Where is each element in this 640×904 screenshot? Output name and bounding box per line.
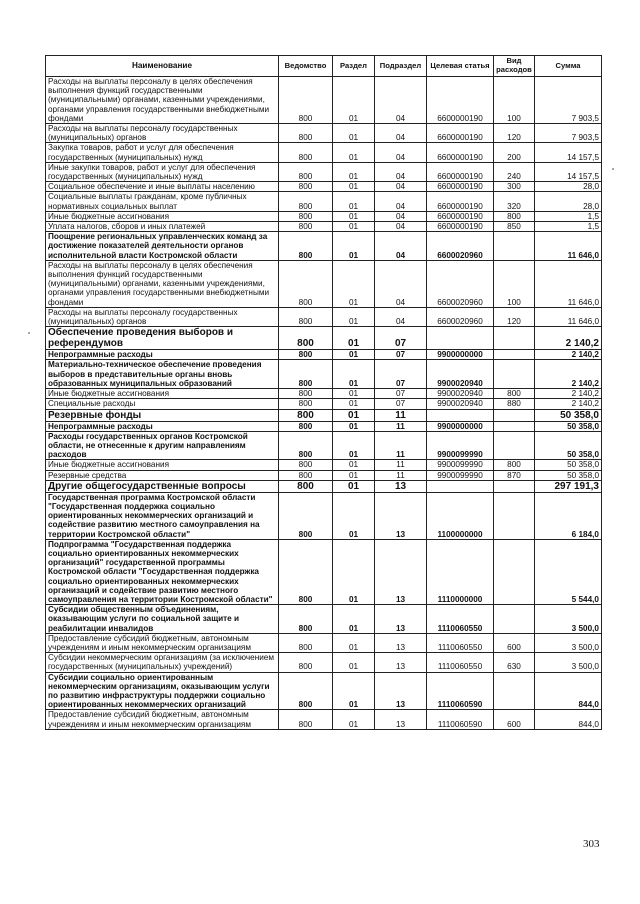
cell-amount: 5 544,0 — [535, 539, 602, 604]
cell-name: Социальные выплаты гражданам, кроме публичных нормативных социальных выплат — [46, 192, 279, 211]
cell-expense-kind: 870 — [494, 470, 535, 480]
cell-section: 01 — [333, 605, 375, 634]
cell-amount: 2 140,2 — [535, 350, 602, 360]
cell-expense-kind: 600 — [494, 633, 535, 652]
cell-department: 800 — [279, 399, 333, 409]
table-row — [46, 211, 602, 221]
cell-subsection: 04 — [375, 77, 427, 124]
header-row — [46, 56, 602, 77]
cell-expense-kind: 600 — [494, 710, 535, 729]
table-row — [46, 350, 602, 360]
cell-amount: 6 184,0 — [535, 492, 602, 539]
cell-name: Обеспечение проведения выборов и референдумов — [46, 327, 279, 350]
cell-target-article: 9900000000 — [427, 350, 494, 360]
cell-subsection: 13 — [375, 710, 427, 729]
cell-amount: 3 500,0 — [535, 633, 602, 652]
cell-amount: 11 646,0 — [535, 232, 602, 261]
cell-department: 800 — [279, 653, 333, 672]
cell-expense-kind: 300 — [494, 182, 535, 192]
cell-expense-kind — [494, 409, 535, 421]
cell-amount: 11 646,0 — [535, 260, 602, 307]
cell-department: 800 — [279, 327, 333, 350]
table-row — [46, 162, 602, 181]
header-amount: Сумма — [535, 56, 602, 77]
cell-amount: 2 140,2 — [535, 399, 602, 409]
cell-target-article: 6600000190 — [427, 124, 494, 143]
cell-target-article: 1110060550 — [427, 605, 494, 634]
table-row — [46, 143, 602, 162]
cell-name: Предоставление субсидий бюджетным, автономным учреждениям и иным некоммерческим организациям — [46, 633, 279, 652]
table-row — [46, 307, 602, 326]
cell-section: 01 — [333, 672, 375, 710]
cell-amount: 14 157,5 — [535, 143, 602, 162]
cell-expense-kind: 120 — [494, 307, 535, 326]
table-body — [46, 77, 602, 730]
cell-name: Специальные расходы — [46, 399, 279, 409]
cell-section: 01 — [333, 431, 375, 460]
cell-section: 01 — [333, 182, 375, 192]
cell-department: 800 — [279, 492, 333, 539]
cell-name: Иные бюджетные ассигнования — [46, 211, 279, 221]
cell-department: 800 — [279, 232, 333, 261]
cell-department: 800 — [279, 182, 333, 192]
cell-section: 01 — [333, 653, 375, 672]
cell-name: Субсидии некоммерческим организациям (за исключением государственных (муниципальных) учреждений) — [46, 653, 279, 672]
cell-section: 01 — [333, 710, 375, 729]
cell-expense-kind: 200 — [494, 143, 535, 162]
cell-department: 800 — [279, 480, 333, 492]
cell-expense-kind — [494, 480, 535, 492]
cell-name: Иные бюджетные ассигнования — [46, 389, 279, 399]
cell-department: 800 — [279, 307, 333, 326]
cell-amount: 2 140,2 — [535, 327, 602, 350]
cell-name: Резервные средства — [46, 470, 279, 480]
cell-name: Непрограммные расходы — [46, 421, 279, 431]
cell-expense-kind: 800 — [494, 460, 535, 470]
cell-subsection: 04 — [375, 211, 427, 221]
cell-amount: 844,0 — [535, 710, 602, 729]
cell-amount: 50 358,0 — [535, 460, 602, 470]
cell-amount: 3 500,0 — [535, 653, 602, 672]
cell-subsection: 07 — [375, 389, 427, 399]
cell-section: 01 — [333, 409, 375, 421]
table-row — [46, 470, 602, 480]
cell-target-article: 6600000190 — [427, 192, 494, 211]
cell-name: Подпрограмма "Государственная поддержка социально ориентированных некоммерческих организаций" государственной программы Костромской области "Государственная поддержка социально ориентированных некоммерческих организаций и содействие развитию местного самоуправления на территории Костромской области" — [46, 539, 279, 604]
table-row — [46, 327, 602, 350]
table-row — [46, 492, 602, 539]
cell-amount: 1,5 — [535, 211, 602, 221]
table-row — [46, 539, 602, 604]
cell-expense-kind: 100 — [494, 260, 535, 307]
cell-department: 800 — [279, 162, 333, 181]
cell-amount: 50 358,0 — [535, 431, 602, 460]
cell-target-article: 9900099990 — [427, 470, 494, 480]
cell-subsection: 04 — [375, 222, 427, 232]
cell-department: 800 — [279, 710, 333, 729]
cell-subsection: 04 — [375, 182, 427, 192]
cell-subsection: 11 — [375, 470, 427, 480]
cell-subsection: 04 — [375, 307, 427, 326]
cell-section: 01 — [333, 421, 375, 431]
cell-subsection: 04 — [375, 232, 427, 261]
cell-target-article — [427, 327, 494, 350]
cell-section: 01 — [333, 211, 375, 221]
cell-department: 800 — [279, 389, 333, 399]
cell-target-article — [427, 480, 494, 492]
header-department: Ведомство — [279, 56, 333, 77]
cell-amount: 7 903,5 — [535, 77, 602, 124]
cell-expense-kind: 120 — [494, 124, 535, 143]
cell-section: 01 — [333, 539, 375, 604]
table-row — [46, 409, 602, 421]
cell-subsection: 11 — [375, 421, 427, 431]
cell-name: Субсидии общественным объединениям, оказывающим услуги по социальной защите и реабилитации инвалидов — [46, 605, 279, 634]
cell-name: Государственная программа Костромской области "Государственная поддержка социально ориентированных некоммерческих организаций и содействие развитию местного самоуправления на территории Костромской области" — [46, 492, 279, 539]
table-row — [46, 77, 602, 124]
header-name: Наименование — [46, 56, 279, 77]
page-number: 303 — [583, 838, 600, 850]
cell-subsection: 13 — [375, 605, 427, 634]
cell-target-article: 1110060550 — [427, 633, 494, 652]
cell-amount: 14 157,5 — [535, 162, 602, 181]
cell-expense-kind — [494, 350, 535, 360]
cell-department: 800 — [279, 260, 333, 307]
cell-subsection: 11 — [375, 431, 427, 460]
cell-subsection: 07 — [375, 350, 427, 360]
table-row — [46, 124, 602, 143]
cell-target-article: 6600000190 — [427, 77, 494, 124]
cell-target-article: 1110060550 — [427, 653, 494, 672]
cell-department: 800 — [279, 350, 333, 360]
cell-target-article: 1110000000 — [427, 539, 494, 604]
table-row — [46, 672, 602, 710]
cell-name: Расходы на выплаты персоналу в целях обеспечения выполнения функций государственными (муниципальными) органами, казенными учреждениями, органами управления государственными внебюджетными фондами — [46, 260, 279, 307]
cell-name: Непрограммные расходы — [46, 350, 279, 360]
cell-section: 01 — [333, 389, 375, 399]
cell-amount: 7 903,5 — [535, 124, 602, 143]
cell-department: 800 — [279, 605, 333, 634]
scan-speck — [612, 168, 614, 170]
cell-section: 01 — [333, 222, 375, 232]
cell-subsection: 04 — [375, 143, 427, 162]
cell-subsection: 13 — [375, 480, 427, 492]
cell-expense-kind — [494, 232, 535, 261]
cell-expense-kind: 100 — [494, 77, 535, 124]
cell-name: Поощрение региональных управленческих команд за достижение показателей деятельности органов исполнительной власти Костромской области — [46, 232, 279, 261]
cell-section: 01 — [333, 633, 375, 652]
cell-subsection: 04 — [375, 162, 427, 181]
cell-target-article: 1100000000 — [427, 492, 494, 539]
cell-name: Закупка товаров, работ и услуг для обеспечения государственных (муниципальных) нужд — [46, 143, 279, 162]
cell-amount: 28,0 — [535, 192, 602, 211]
cell-expense-kind — [494, 605, 535, 634]
cell-subsection: 13 — [375, 672, 427, 710]
cell-target-article: 6600000190 — [427, 211, 494, 221]
cell-expense-kind — [494, 360, 535, 389]
header-expense-kind: Вид расходов — [494, 56, 535, 77]
header-subsection: Подраздел — [375, 56, 427, 77]
table-row — [46, 480, 602, 492]
cell-name: Иные бюджетные ассигнования — [46, 460, 279, 470]
cell-target-article: 1110060590 — [427, 710, 494, 729]
cell-target-article — [427, 409, 494, 421]
table-row — [46, 460, 602, 470]
cell-section: 01 — [333, 327, 375, 350]
cell-target-article: 6600020960 — [427, 232, 494, 261]
cell-subsection: 04 — [375, 124, 427, 143]
cell-section: 01 — [333, 360, 375, 389]
table-row — [46, 653, 602, 672]
cell-amount: 50 358,0 — [535, 470, 602, 480]
cell-amount: 2 140,2 — [535, 389, 602, 399]
cell-department: 800 — [279, 470, 333, 480]
table-row — [46, 399, 602, 409]
cell-department: 800 — [279, 431, 333, 460]
cell-expense-kind: 630 — [494, 653, 535, 672]
table-row — [46, 360, 602, 389]
table-header — [46, 56, 602, 77]
cell-name: Другие общегосударственные вопросы — [46, 480, 279, 492]
cell-target-article: 6600020960 — [427, 307, 494, 326]
cell-subsection: 13 — [375, 492, 427, 539]
cell-target-article: 9900099990 — [427, 431, 494, 460]
cell-name: Материально-техническое обеспечение проведения выборов в представительные органы вновь образованных муниципальных образований — [46, 360, 279, 389]
cell-department: 800 — [279, 539, 333, 604]
cell-target-article: 9900020940 — [427, 389, 494, 399]
cell-section: 01 — [333, 143, 375, 162]
cell-target-article: 6600020960 — [427, 260, 494, 307]
cell-name: Расходы государственных органов Костромской области, не отнесенные к другим направлениям расходов — [46, 431, 279, 460]
cell-amount: 11 646,0 — [535, 307, 602, 326]
cell-expense-kind — [494, 539, 535, 604]
cell-name: Резервные фонды — [46, 409, 279, 421]
cell-department: 800 — [279, 633, 333, 652]
cell-expense-kind — [494, 431, 535, 460]
cell-amount: 50 358,0 — [535, 409, 602, 421]
cell-amount: 844,0 — [535, 672, 602, 710]
cell-subsection: 13 — [375, 653, 427, 672]
cell-expense-kind — [494, 492, 535, 539]
cell-department: 800 — [279, 421, 333, 431]
table-row — [46, 192, 602, 211]
cell-target-article: 6600000190 — [427, 222, 494, 232]
budget-table — [45, 55, 602, 730]
cell-target-article: 6600000190 — [427, 162, 494, 181]
cell-section: 01 — [333, 192, 375, 211]
cell-expense-kind — [494, 672, 535, 710]
cell-name: Уплата налогов, сборов и иных платежей — [46, 222, 279, 232]
cell-amount: 2 140,2 — [535, 360, 602, 389]
cell-section: 01 — [333, 480, 375, 492]
cell-target-article: 1110060590 — [427, 672, 494, 710]
cell-department: 800 — [279, 124, 333, 143]
cell-name: Социальное обеспечение и иные выплаты населению — [46, 182, 279, 192]
cell-name: Расходы на выплаты персоналу государственных (муниципальных) органов — [46, 124, 279, 143]
cell-department: 800 — [279, 460, 333, 470]
cell-expense-kind: 320 — [494, 192, 535, 211]
header-target-article: Целевая статья — [427, 56, 494, 77]
cell-subsection: 13 — [375, 539, 427, 604]
cell-expense-kind: 800 — [494, 211, 535, 221]
cell-expense-kind: 850 — [494, 222, 535, 232]
cell-amount: 297 191,3 — [535, 480, 602, 492]
cell-department: 800 — [279, 211, 333, 221]
cell-target-article: 6600000190 — [427, 143, 494, 162]
cell-section: 01 — [333, 470, 375, 480]
cell-department: 800 — [279, 192, 333, 211]
cell-department: 800 — [279, 143, 333, 162]
cell-target-article: 9900020940 — [427, 360, 494, 389]
cell-target-article: 9900099990 — [427, 460, 494, 470]
cell-amount: 3 500,0 — [535, 605, 602, 634]
cell-department: 800 — [279, 409, 333, 421]
cell-expense-kind — [494, 421, 535, 431]
cell-target-article: 6600000190 — [427, 182, 494, 192]
cell-expense-kind: 240 — [494, 162, 535, 181]
table-row — [46, 421, 602, 431]
table-row — [46, 260, 602, 307]
cell-amount: 50 358,0 — [535, 421, 602, 431]
cell-name: Расходы на выплаты персоналу государственных (муниципальных) органов — [46, 307, 279, 326]
header-section: Раздел — [333, 56, 375, 77]
table-row — [46, 605, 602, 634]
cell-section: 01 — [333, 77, 375, 124]
cell-name: Субсидии социально ориентированным некоммерческим организациям, оказывающим услуги по развитию инфраструктуры поддержки социально ориентированных некоммерческих организаций — [46, 672, 279, 710]
cell-amount: 28,0 — [535, 182, 602, 192]
table-row — [46, 232, 602, 261]
cell-amount: 1,5 — [535, 222, 602, 232]
cell-section: 01 — [333, 232, 375, 261]
cell-subsection: 11 — [375, 409, 427, 421]
table-row — [46, 389, 602, 399]
cell-subsection: 07 — [375, 360, 427, 389]
cell-subsection: 04 — [375, 192, 427, 211]
cell-subsection: 13 — [375, 633, 427, 652]
cell-section: 01 — [333, 307, 375, 326]
table-row — [46, 633, 602, 652]
cell-department: 800 — [279, 77, 333, 124]
cell-section: 01 — [333, 399, 375, 409]
cell-section: 01 — [333, 460, 375, 470]
table-row — [46, 710, 602, 729]
cell-expense-kind: 880 — [494, 399, 535, 409]
cell-department: 800 — [279, 360, 333, 389]
cell-name: Предоставление субсидий бюджетным, автономным учреждениям и иным некоммерческим организациям — [46, 710, 279, 729]
table-row — [46, 431, 602, 460]
cell-department: 800 — [279, 672, 333, 710]
cell-name: Расходы на выплаты персоналу в целях обеспечения выполнения функций государственными (муниципальными) органами, казенными учреждениями, органами управления государственными внебюджетными фондами — [46, 77, 279, 124]
cell-target-article: 9900000000 — [427, 421, 494, 431]
table-row — [46, 182, 602, 192]
cell-section: 01 — [333, 492, 375, 539]
cell-section: 01 — [333, 350, 375, 360]
cell-subsection: 11 — [375, 460, 427, 470]
cell-expense-kind — [494, 327, 535, 350]
cell-section: 01 — [333, 260, 375, 307]
cell-subsection: 07 — [375, 399, 427, 409]
cell-name: Иные закупки товаров, работ и услуг для обеспечения государственных (муниципальных) нужд — [46, 162, 279, 181]
cell-section: 01 — [333, 162, 375, 181]
table-row — [46, 222, 602, 232]
cell-department: 800 — [279, 222, 333, 232]
cell-expense-kind: 800 — [494, 389, 535, 399]
cell-section: 01 — [333, 124, 375, 143]
cell-subsection: 07 — [375, 327, 427, 350]
scan-speck — [28, 332, 30, 334]
cell-target-article: 9900020940 — [427, 399, 494, 409]
cell-subsection: 04 — [375, 260, 427, 307]
